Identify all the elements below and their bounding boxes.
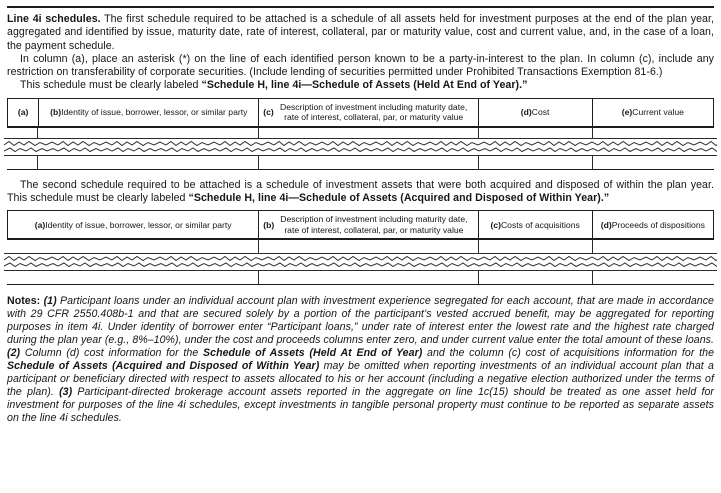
blank-cell [592,240,714,253]
acquired-blank-row [7,240,714,253]
held-header-col-b: (b) Identity of issue, borrower, lessor, or similar party [38,99,258,126]
blank-cell [258,271,478,284]
held-schedule-label-paragraph: This schedule must be clearly labeled “Schedule H, line 4i—Schedule of Assets (Held At End of Year).” [20,79,528,92]
blank-cell [37,156,258,169]
assets-held-table [7,98,714,170]
held-blank-row [7,128,714,138]
blank-cell [592,156,714,169]
blank-cell [258,156,478,169]
continuation-tear-graphic [4,138,717,156]
held-blank-row [7,156,714,170]
acquired-header-col-c: (c) Costs of acquisitions [478,211,592,238]
held-header-col-c: (c) Description of investment including maturity date, rate of interest, collateral, par, or maturity value [258,99,477,126]
blank-cell [7,156,37,169]
blank-cell [7,240,258,253]
blank-cell [478,156,593,169]
held-header-col-e: (e) Current value [592,99,713,126]
notes-paragraph: Notes: (1) Participant loans under an individual account plan with investment experience segregated for each account, that are made in accordance with 29 CFR 2550.408b-1 and that are secured solely by a portion of the participant’s vested accrued benefit, may be aggregated for reporting purposes in item 4i. Under identity of borrower enter “Participant loans,” under rate of interest enter the lowest rate and the highest rate charged during the plan year (e.g., 8%–10%), under the cost and proceeds columns enter zero, and under current value enter the total amount of these loans. (2) Column (d) cost information for the Schedule of Assets (Held At End of Year) and the column (c) cost of acquisitions information for the Schedule of Assets (Acquired and Disposed of Within Year) may be omitted when reporting investments of an individual account plan that a participant or beneficiary directed with respect to assets allocated to his or her account (including a negative election authorized under the terms of the plan). (3) Participant-directed brokerage account assets reported in the aggregate on line 1c(15) should be treated as one asset held for investment for purposes of the line 4i schedules, except investments in tangible personal property must continue to be reported as separate assets on the line 4i schedules. [7,295,715,425]
second-schedule-paragraph: The second schedule required to be attached is a schedule of investment assets that were both acquired and disposed of within the plan year. This schedule must be clearly labeled “Schedule H, line 4i—Schedule of Assets (Acquired and Disposed of Within Year).” [7,178,714,205]
acquired-header-col-d: (d) Proceeds of dispositions [592,211,713,238]
blank-cell [7,128,37,138]
blank-cell [478,128,593,138]
line-4i-schedules-paragraph: Line 4i schedules. The first schedule required to be attached is a schedule of all assets held for investment purposes at the end of the plan year, aggregated and identified by issue, maturity date, rate of interest, collateral, par or maturity value, cost and current value, and, in the case of a loan, the payment schedule. [7,13,714,52]
blank-cell [258,240,478,253]
blank-cell [258,128,478,138]
blank-cell [592,271,714,284]
assets-acquired-disposed-table [7,210,714,285]
blank-cell [37,128,258,138]
acquired-header-col-a: (a) Identity of issue, borrower, lessor, or similar party [34,219,232,230]
blank-cell [478,240,593,253]
assets-held-header-row [7,98,714,128]
held-header-col-a: (a) [17,107,29,118]
blank-cell [7,271,258,284]
blank-cell [478,271,593,284]
top-divider-rule [7,6,714,8]
acquired-blank-row [7,271,714,285]
continuation-tear-graphic [4,253,717,271]
acquired-header-row [7,210,714,240]
blank-cell [592,128,714,138]
held-header-col-d: (d) Cost [478,99,592,126]
column-a-instructions-paragraph: In column (a), place an asterisk (*) on the line of each identified person known to be a party-in-interest to the plan. In column (c), include any restriction on transferability of corporate securities. (Include lending of securities permitted under Prohibited Transactions Exemption 81-6.) [7,52,714,79]
acquired-header-col-b: (b) Description of investment including maturity date, rate of interest, collateral, par, or maturity value [258,211,477,238]
